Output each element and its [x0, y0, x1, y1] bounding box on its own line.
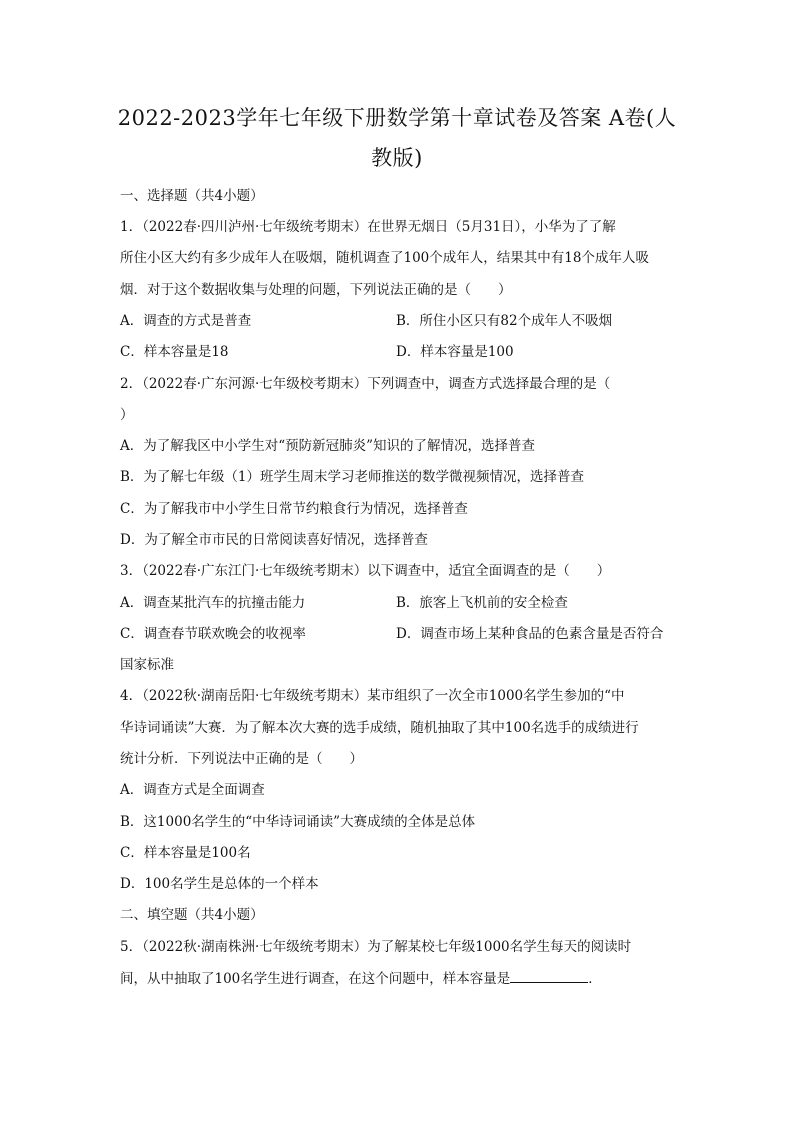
- q4-stem-line-3: 统计分析．下列说法中正确的是（ ）: [120, 751, 363, 767]
- q4-option-d: D．100名学生是总体的一个样本: [120, 876, 319, 892]
- q4-stem-line-2: 华诗词诵读”大赛．为了解本次大赛的选手成绩，随机抽取了其中100名选手的成绩进行: [120, 720, 639, 736]
- title-line-2: 教版): [371, 146, 423, 170]
- q3-stem-line-1: 3．（2022春·广东江门·七年级统考期末）以下调查中，适宜全面调查的是（ ）: [120, 563, 611, 579]
- title-line-1: 2022-2023学年七年级下册数学第十章试卷及答案 A卷(人: [117, 106, 677, 130]
- q2-option-d: D．为了解全市市民的日常阅读喜好情况，选择普查: [120, 532, 428, 548]
- q1-stem-line-3: 烟．对于这个数据收集与处理的问题，下列说法正确的是（ ）: [120, 282, 512, 298]
- page-title: [110, 98, 684, 178]
- q1-stem-line-1: 1．（2022春·四川泸州·七年级统考期末）在世界无烟日（5月31日），小华为了了解: [120, 219, 616, 235]
- q1-option-d: D．样本容量是100: [396, 344, 514, 360]
- q2-stem-line-2: ）: [120, 407, 134, 423]
- q4-option-c: C．样本容量是100名: [120, 845, 251, 861]
- q4-option-a: A．调查方式是全面调查: [120, 782, 265, 798]
- q1-stem-line-2: 所住小区大约有多少成年人在吸烟，随机调查了100个成年人，结果其中有18个成年人吸: [120, 250, 649, 266]
- q5-stem-line-2-text: 间，从中抽取了100名学生进行调查，在这个问题中，样本容量是: [120, 971, 511, 987]
- q3-option-a: A．调查某批汽车的抗撞击能力: [120, 595, 306, 611]
- q5-answer-blank[interactable]: [510, 968, 588, 983]
- q2-option-b: B．为了解七年级（1）班学生周末学习老师推送的数学微视频情况，选择普查: [120, 469, 585, 485]
- section-heading-choice: 一、选择题（共4小题）: [120, 188, 264, 204]
- q2-option-a: A．为了解我区中小学生对“预防新冠肺炎”知识的了解情况，选择普查: [120, 438, 536, 454]
- q3-option-d-continued: 国家标准: [120, 657, 174, 673]
- q3-option-d: D．调查市场上某种食品的色素含量是否符合: [396, 626, 664, 642]
- q4-option-b: B．这1000名学生的“中华诗词诵读”大赛成绩的全体是总体: [120, 814, 476, 830]
- section-heading-fill-blank: 二、填空题（共4小题）: [120, 907, 264, 923]
- q1-option-b: B．所住小区只有82个成年人不吸烟: [396, 313, 613, 329]
- q5-stem-line-2: [120, 968, 680, 989]
- q2-stem-line-1: 2．（2022春·广东河源·七年级校考期末）下列调查中，调查方式选择最合理的是（: [120, 376, 611, 392]
- q1-option-a: A．调查的方式是普查: [120, 313, 252, 329]
- q2-option-c: C．为了解我市中小学生日常节约粮食行为情况，选择普查: [120, 501, 468, 517]
- q3-option-b: B．旅客上飞机前的安全检查: [396, 595, 568, 611]
- q3-option-c: C．调查春节联欢晚会的收视率: [120, 626, 306, 642]
- q4-stem-line-1: 4．（2022秋·湖南岳阳·七年级统考期末）某市组织了一次全市1000名学生参加的“中: [120, 688, 625, 704]
- q5-stem-line-1: 5．（2022秋·湖南株洲·七年级统考期末）为了解某校七年级1000名学生每天的阅读时: [120, 939, 632, 955]
- q1-option-c: C．样本容量是18: [120, 344, 229, 360]
- q5-stem-line-2-end: ．: [588, 971, 602, 987]
